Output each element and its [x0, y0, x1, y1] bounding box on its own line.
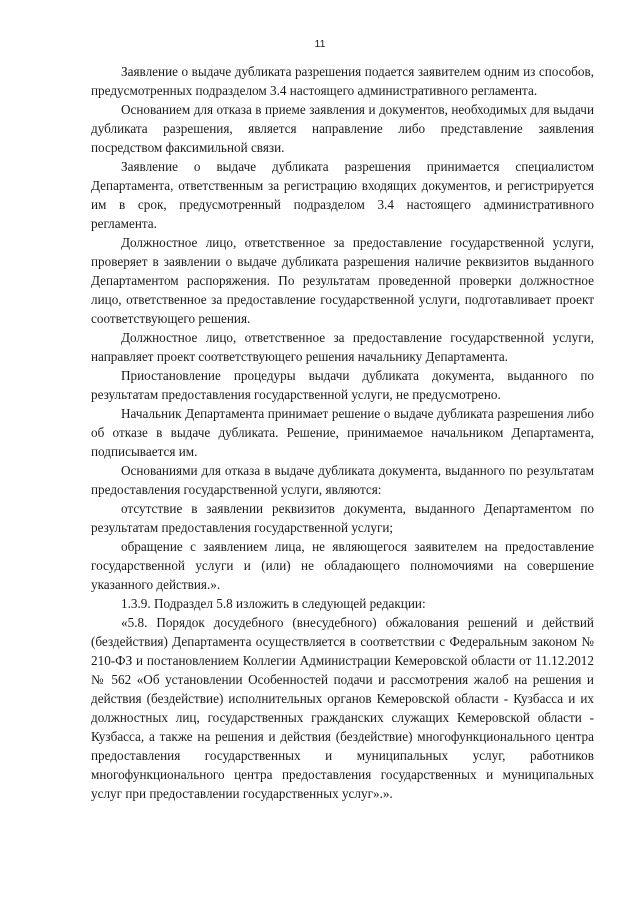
- document-body: [91, 62, 594, 803]
- paragraph: обращение с заявлением лица, не являющегося заявителем на предоставление государственной услуги и (или) не обладающего полномочиями на совершение указанного действия.».: [91, 539, 594, 592]
- page-number: 11: [314, 38, 326, 50]
- paragraph: Приостановление процедуры выдачи дубликата документа, выданного по результатам предоставления государственной услуги, не предусмотрено.: [91, 368, 594, 402]
- paragraph: 1.3.9. Подраздел 5.8 изложить в следующей редакции:: [121, 596, 426, 611]
- paragraph: Заявление о выдаче дубликата разрешения подается заявителем одним из способов, предусмотренных подразделом 3.4 настоящего административного регламента.: [91, 64, 594, 98]
- paragraph: Основанием для отказа в приеме заявления и документов, необходимых для выдачи дубликата разрешения, является направление либо представление заявления посредством факсимильной связи.: [91, 102, 594, 155]
- paragraph: Начальник Департамента принимает решение о выдаче дубликата разрешения либо об отказе в выдаче дубликата. Решение, принимаемое начальником Департамента, подписывается им.: [91, 406, 594, 459]
- paragraph: «5.8. Порядок досудебного (внесудебного) обжалования решений и действий (бездействия) Департамента осуществляется в соответствии с Федеральным законом № 210-ФЗ и постановлением Коллегии Администрации Кемеровской области от 11.12.2012 № 562 «Об установлении Особенностей подачи и рассмотрения жалоб на решения и действия (бездействие) исполнительных органов Кемеровской области - Кузбасса и их должностных лиц, государственных гражданских служащих Кемеровской области - Кузбасса, а также на решения и действия (бездействие) многофункционального центра предоставления государственных и муниципальных услуг, работников многофункционального центра предоставления государственных и муниципальных услуг при предоставлении государственных услуг».».: [91, 615, 594, 801]
- paragraph: Должностное лицо, ответственное за предоставление государственной услуги, проверяет в заявлении о выдаче дубликата разрешения наличие реквизитов выданного Департаментом распоряжения. По результатам проведенной проверки должностное лицо, ответственное за предоставление государственной услуги, подготавливает проект соответствующего решения.: [91, 235, 594, 326]
- paragraph: Должностное лицо, ответственное за предоставление государственной услуги, направляет проект соответствующего решения начальнику Департамента.: [91, 330, 594, 364]
- paragraph: Заявление о выдаче дубликата разрешения принимается специалистом Департамента, ответственным за регистрацию входящих документов, и регистрируется им в срок, предусмотренный подразделом 3.4 настоящего административного регламента.: [91, 159, 594, 231]
- paragraph: Основаниями для отказа в выдаче дубликата документа, выданного по результатам предоставления государственной услуги, являются:: [91, 463, 594, 497]
- paragraph: отсутствие в заявлении реквизитов документа, выданного Департаментом по результатам предоставления государственной услуги;: [91, 501, 594, 535]
